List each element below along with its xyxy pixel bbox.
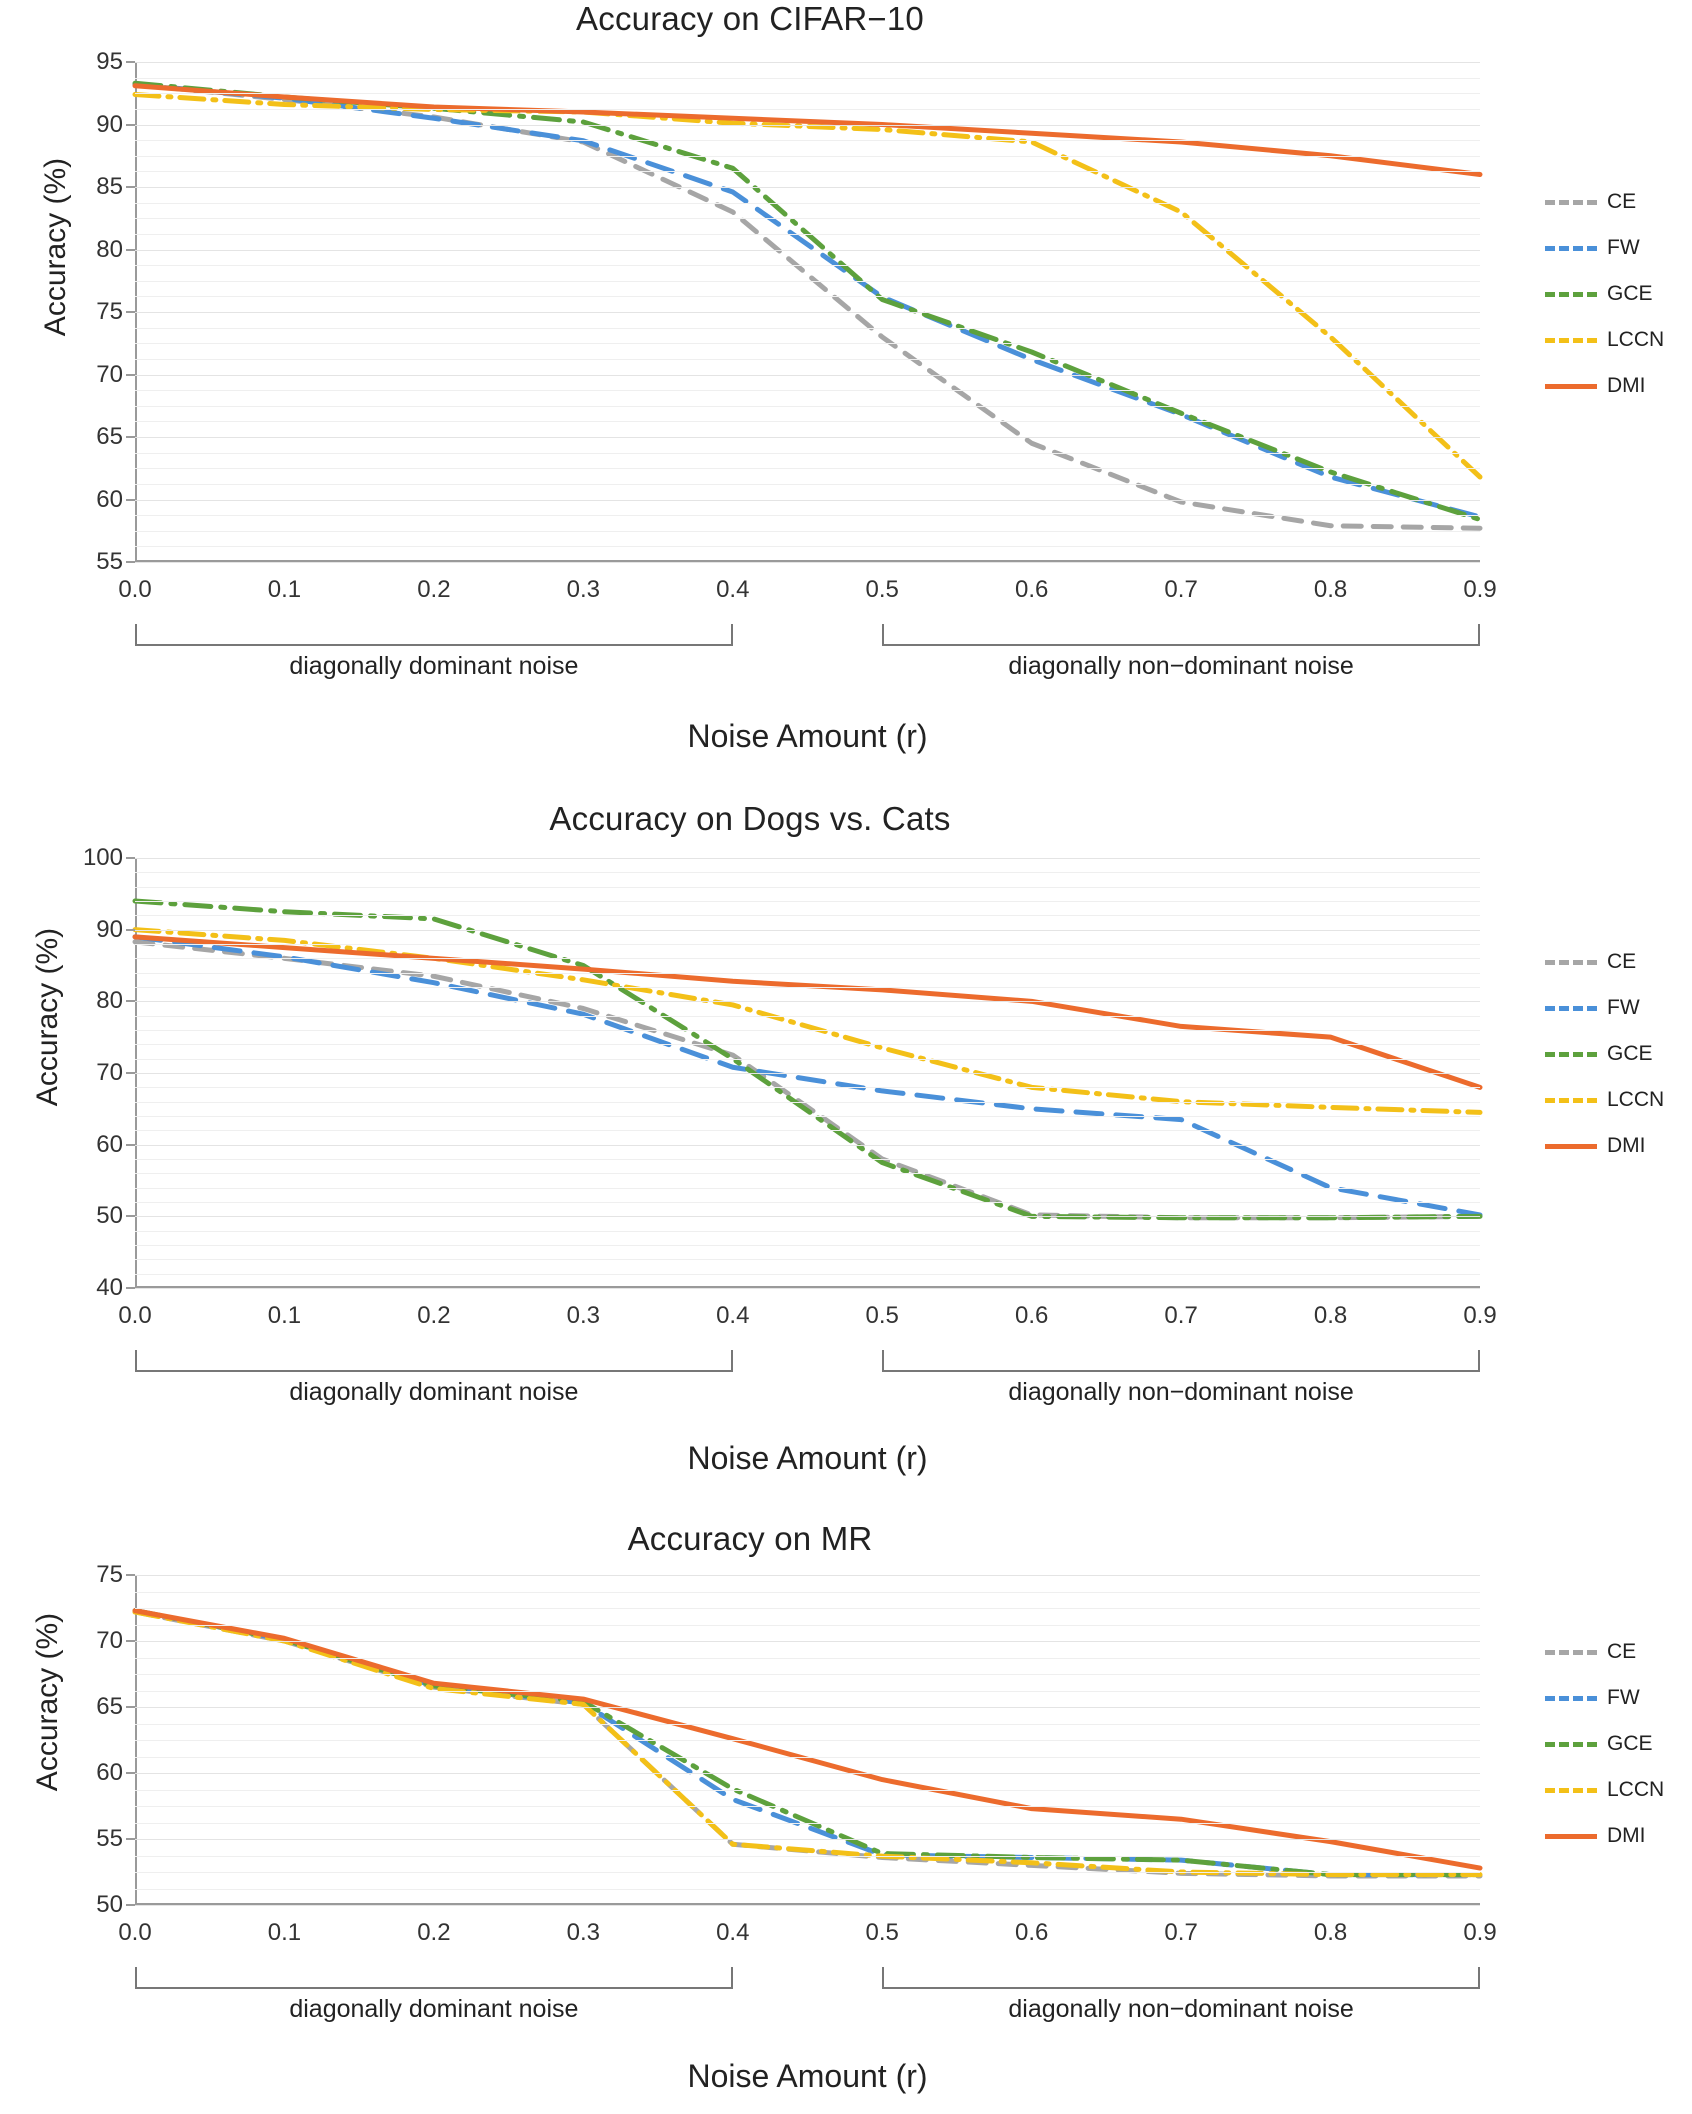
- grid-line: [135, 1059, 1480, 1060]
- legend-item-dmi[interactable]: [1545, 374, 1664, 398]
- grid-line-major: [135, 1216, 1480, 1217]
- legend-label: LCCN: [1607, 328, 1665, 351]
- grid-line: [135, 78, 1480, 79]
- x-tick-label: 0.0: [118, 576, 152, 603]
- grid-line: [135, 973, 1480, 974]
- bracket-dominant-label: diagonally dominant noise: [289, 652, 579, 680]
- grid-line: [135, 1608, 1480, 1609]
- grid-line: [135, 203, 1480, 204]
- legend-label: LCCN: [1607, 1778, 1665, 1801]
- grid-line-major: [135, 500, 1480, 501]
- grid-line: [135, 1625, 1480, 1626]
- x-tick-label: 0.6: [1014, 1919, 1049, 1946]
- bracket-dominant-label: diagonally dominant noise: [289, 1378, 579, 1406]
- legend-label: LCCN: [1607, 1088, 1665, 1111]
- legend-swatch-gce: [1545, 1052, 1597, 1057]
- panel-title-mr: Accuracy on MR: [627, 1520, 873, 1557]
- grid-line: [135, 1231, 1480, 1232]
- x-tick-label: 0.9: [1463, 1302, 1497, 1329]
- x-axis-title-1: Noise Amount (r): [687, 718, 928, 754]
- legend-2: [1545, 950, 1664, 1158]
- grid-line-major: [135, 930, 1480, 931]
- series-line-dmi: [135, 86, 1480, 175]
- grid-line: [135, 901, 1480, 902]
- legend-1: [1545, 190, 1664, 398]
- grid-line: [135, 1173, 1480, 1174]
- grid-line: [135, 281, 1480, 282]
- grid-line-major: [135, 1073, 1480, 1074]
- grid-line: [135, 1116, 1480, 1117]
- bracket-dominant: [135, 624, 733, 646]
- legend-label: DMI: [1607, 374, 1646, 397]
- x-tick-label: 0.2: [417, 1302, 451, 1329]
- grid-line: [135, 1159, 1480, 1160]
- legend-label: CE: [1607, 190, 1637, 213]
- legend-label: DMI: [1607, 1134, 1646, 1157]
- y-axis-title-2: Accuracy (%): [31, 927, 64, 1107]
- x-tick-label: 0.8: [1313, 1919, 1348, 1946]
- grid-line: [135, 109, 1480, 110]
- x-tick-label: 0.4: [716, 1302, 750, 1329]
- legend-swatch-ce: [1545, 1650, 1597, 1655]
- legend-item-lccn[interactable]: [1545, 1088, 1664, 1112]
- x-axis-title-3: Noise Amount (r): [687, 2058, 928, 2094]
- x-tick-label: 0.1: [267, 1919, 302, 1946]
- grid-line: [135, 234, 1480, 235]
- grid-line: [135, 1790, 1480, 1791]
- legend-item-gce[interactable]: [1545, 1042, 1664, 1066]
- legend-swatch-lccn: [1545, 338, 1597, 343]
- x-tick-label: 0.5: [865, 1919, 899, 1946]
- grid-line: [135, 1658, 1480, 1659]
- y-tick-label: 70: [96, 1627, 123, 1654]
- x-tick-label: 0.9: [1463, 1919, 1497, 1946]
- grid-line: [135, 1823, 1480, 1824]
- grid-line-major: [135, 1707, 1480, 1708]
- y-tick-label: 100: [82, 844, 123, 871]
- grid-line-major: [135, 1288, 1480, 1289]
- legend-item-lccn[interactable]: [1545, 1778, 1664, 1802]
- legend-item-lccn[interactable]: [1545, 328, 1664, 352]
- grid-line: [135, 140, 1480, 141]
- grid-line: [135, 546, 1480, 547]
- grid-line: [135, 1274, 1480, 1275]
- grid-line-major: [135, 1145, 1480, 1146]
- x-tick-label: 0.1: [267, 1302, 302, 1329]
- grid-line: [135, 1188, 1480, 1189]
- x-tick-label: 0.6: [1014, 1302, 1049, 1329]
- grid-line: [135, 1691, 1480, 1692]
- legend-item-fw[interactable]: [1545, 996, 1664, 1020]
- legend-label: GCE: [1607, 1732, 1653, 1755]
- legend-swatch-ce: [1545, 200, 1597, 205]
- y-tick-label: 60: [96, 1759, 123, 1786]
- grid-line: [135, 218, 1480, 219]
- y-tick-label: 60: [96, 485, 123, 513]
- x-tick-label: 0.6: [1014, 576, 1049, 603]
- plot-area-mr: [96, 1561, 1497, 1946]
- legend-swatch-lccn: [1545, 1098, 1597, 1103]
- y-tick-label: 85: [96, 173, 123, 200]
- legend-label: FW: [1607, 236, 1640, 259]
- x-tick-label: 0.1: [267, 576, 302, 603]
- legend-swatch-fw: [1545, 1696, 1597, 1701]
- y-tick-label: 40: [96, 1274, 123, 1301]
- legend-swatch-lccn: [1545, 1788, 1597, 1793]
- grid-line: [135, 343, 1480, 344]
- x-tick-label: 0.3: [566, 1302, 601, 1329]
- grid-line: [135, 453, 1480, 454]
- x-tick-label: 0.3: [566, 1919, 601, 1946]
- grid-line: [135, 1259, 1480, 1260]
- legend-item-ce[interactable]: [1545, 950, 1664, 974]
- grid-line: [135, 1757, 1480, 1758]
- y-tick-label: 55: [96, 548, 123, 575]
- legend-swatch-dmi: [1545, 1834, 1597, 1839]
- x-tick-label: 0.0: [118, 1302, 152, 1329]
- grid-line: [135, 406, 1480, 407]
- legend-label: GCE: [1607, 282, 1653, 305]
- legend-item-dmi[interactable]: [1545, 1134, 1664, 1158]
- legend-item-gce[interactable]: [1545, 282, 1664, 306]
- y-tick-label: 90: [96, 915, 123, 943]
- grid-line: [135, 265, 1480, 266]
- x-tick-label: 0.2: [417, 1919, 451, 1946]
- plot-area-cifar10: [96, 48, 1497, 603]
- grid-line: [135, 1016, 1480, 1017]
- legend-label: GCE: [1607, 1042, 1653, 1065]
- grid-line: [135, 1030, 1480, 1031]
- grid-line-major: [135, 1905, 1480, 1906]
- chart-panel-mr: [0, 1520, 1692, 2114]
- legend-item-gce[interactable]: [1545, 1732, 1664, 1756]
- y-tick-label: 60: [96, 1130, 123, 1158]
- grid-line: [135, 1044, 1480, 1045]
- bracket-nondominant: [882, 624, 1480, 646]
- legend-item-ce[interactable]: [1545, 1640, 1664, 1664]
- bracket-dominant-label: diagonally dominant noise: [289, 1995, 579, 2023]
- plot-area-dogscats: [82, 844, 1497, 1329]
- chart-panel-cifar10: [0, 0, 1692, 800]
- grid-line: [135, 1872, 1480, 1873]
- legend-swatch-gce: [1545, 1742, 1597, 1747]
- grid-line-major: [135, 1641, 1480, 1642]
- bracket-dominant: [135, 1967, 733, 1989]
- legend-swatch-gce: [1545, 292, 1597, 297]
- grid-line-major: [135, 125, 1480, 126]
- panel-title-dogscats: Accuracy on Dogs vs. Cats: [549, 800, 951, 837]
- legend-label: DMI: [1607, 1824, 1646, 1847]
- y-tick-label: 75: [96, 298, 123, 325]
- grid-line: [135, 915, 1480, 916]
- legend-item-ce[interactable]: [1545, 190, 1664, 214]
- series-line-dmi: [135, 937, 1480, 1088]
- legend-swatch-ce: [1545, 960, 1597, 965]
- grid-line: [135, 484, 1480, 485]
- grid-line: [135, 944, 1480, 945]
- grid-line: [135, 1245, 1480, 1246]
- grid-line: [135, 515, 1480, 516]
- legend-label: CE: [1607, 950, 1637, 973]
- grid-line-major: [135, 437, 1480, 438]
- y-tick-label: 50: [96, 1891, 123, 1918]
- grid-line-major: [135, 62, 1480, 63]
- grid-line: [135, 1740, 1480, 1741]
- legend-label: FW: [1607, 996, 1640, 1019]
- legend-item-fw[interactable]: [1545, 236, 1664, 260]
- legend-item-dmi[interactable]: [1545, 1824, 1664, 1848]
- y-tick-label: 65: [96, 423, 123, 450]
- bracket-nondominant-label: diagonally non−dominant noise: [1008, 1995, 1354, 2023]
- legend-swatch-fw: [1545, 1006, 1597, 1011]
- x-axis-title-2: Noise Amount (r): [687, 1440, 928, 1476]
- y-tick-label: 80: [96, 987, 123, 1015]
- y-tick-label: 80: [96, 235, 123, 263]
- grid-line: [135, 1130, 1480, 1131]
- x-tick-label: 0.4: [716, 1919, 750, 1946]
- y-tick-label: 70: [96, 360, 123, 388]
- x-tick-label: 0.0: [118, 1919, 152, 1946]
- y-axis-title-3: Accuracy (%): [31, 1612, 64, 1792]
- legend-swatch-fw: [1545, 246, 1597, 251]
- legend-3: [1545, 1640, 1664, 1848]
- legend-label: FW: [1607, 1686, 1640, 1709]
- grid-line-major: [135, 1839, 1480, 1840]
- grid-line: [135, 1102, 1480, 1103]
- y-axis-title-1: Accuracy (%): [39, 157, 72, 337]
- grid-line: [135, 421, 1480, 422]
- x-tick-label: 0.3: [566, 576, 601, 603]
- grid-line: [135, 958, 1480, 959]
- grid-line: [135, 1592, 1480, 1593]
- grid-line-major: [135, 858, 1480, 859]
- grid-line: [135, 1724, 1480, 1725]
- y-tick-label: 70: [96, 1059, 123, 1086]
- y-tick-label: 90: [96, 110, 123, 138]
- bracket-nondominant: [882, 1967, 1480, 1989]
- grid-line: [135, 1856, 1480, 1857]
- grid-line: [135, 872, 1480, 873]
- grid-line-major: [135, 1575, 1480, 1576]
- grid-line: [135, 171, 1480, 172]
- x-tick-label: 0.7: [1164, 576, 1198, 603]
- grid-line: [135, 987, 1480, 988]
- x-tick-label: 0.5: [865, 1302, 899, 1329]
- x-tick-label: 0.7: [1164, 1919, 1198, 1946]
- bracket-dominant: [135, 1350, 733, 1372]
- grid-line-major: [135, 187, 1480, 188]
- legend-swatch-dmi: [1545, 1144, 1597, 1149]
- series-line-lccn: [135, 930, 1480, 1113]
- grid-line: [135, 156, 1480, 157]
- grid-line: [135, 468, 1480, 469]
- legend-item-fw[interactable]: [1545, 1686, 1664, 1710]
- x-tick-label: 0.5: [865, 576, 899, 603]
- grid-line-major: [135, 1001, 1480, 1002]
- chart-panel-dogscats: [0, 800, 1692, 1520]
- x-tick-label: 0.2: [417, 576, 451, 603]
- grid-line-major: [135, 312, 1480, 313]
- grid-line: [135, 359, 1480, 360]
- x-tick-label: 0.9: [1463, 576, 1497, 603]
- grid-line-major: [135, 1773, 1480, 1774]
- y-tick-label: 55: [96, 1825, 123, 1852]
- bracket-nondominant-label: diagonally non−dominant noise: [1008, 652, 1354, 680]
- grid-line: [135, 1889, 1480, 1890]
- grid-line: [135, 887, 1480, 888]
- grid-line: [135, 1087, 1480, 1088]
- grid-line: [135, 328, 1480, 329]
- grid-line-major: [135, 250, 1480, 251]
- x-tick-label: 0.4: [716, 576, 750, 603]
- y-tick-label: 65: [96, 1693, 123, 1720]
- grid-line: [135, 1202, 1480, 1203]
- legend-swatch-dmi: [1545, 384, 1597, 389]
- grid-line: [135, 1674, 1480, 1675]
- grid-line: [135, 296, 1480, 297]
- grid-line: [135, 531, 1480, 532]
- panel-title-cifar10: Accuracy on CIFAR−10: [576, 0, 924, 37]
- grid-line: [135, 390, 1480, 391]
- y-tick-label: 75: [96, 1561, 123, 1588]
- grid-line-major: [135, 375, 1480, 376]
- y-tick-label: 95: [96, 48, 123, 75]
- x-tick-label: 0.7: [1164, 1302, 1198, 1329]
- legend-label: CE: [1607, 1640, 1637, 1663]
- grid-line-major: [135, 562, 1480, 563]
- y-tick-label: 50: [96, 1202, 123, 1230]
- bracket-nondominant: [882, 1350, 1480, 1372]
- x-tick-label: 0.8: [1313, 1302, 1348, 1329]
- x-tick-label: 0.8: [1313, 576, 1348, 603]
- grid-line: [135, 1806, 1480, 1807]
- grid-line: [135, 93, 1480, 94]
- bracket-nondominant-label: diagonally non−dominant noise: [1008, 1378, 1354, 1406]
